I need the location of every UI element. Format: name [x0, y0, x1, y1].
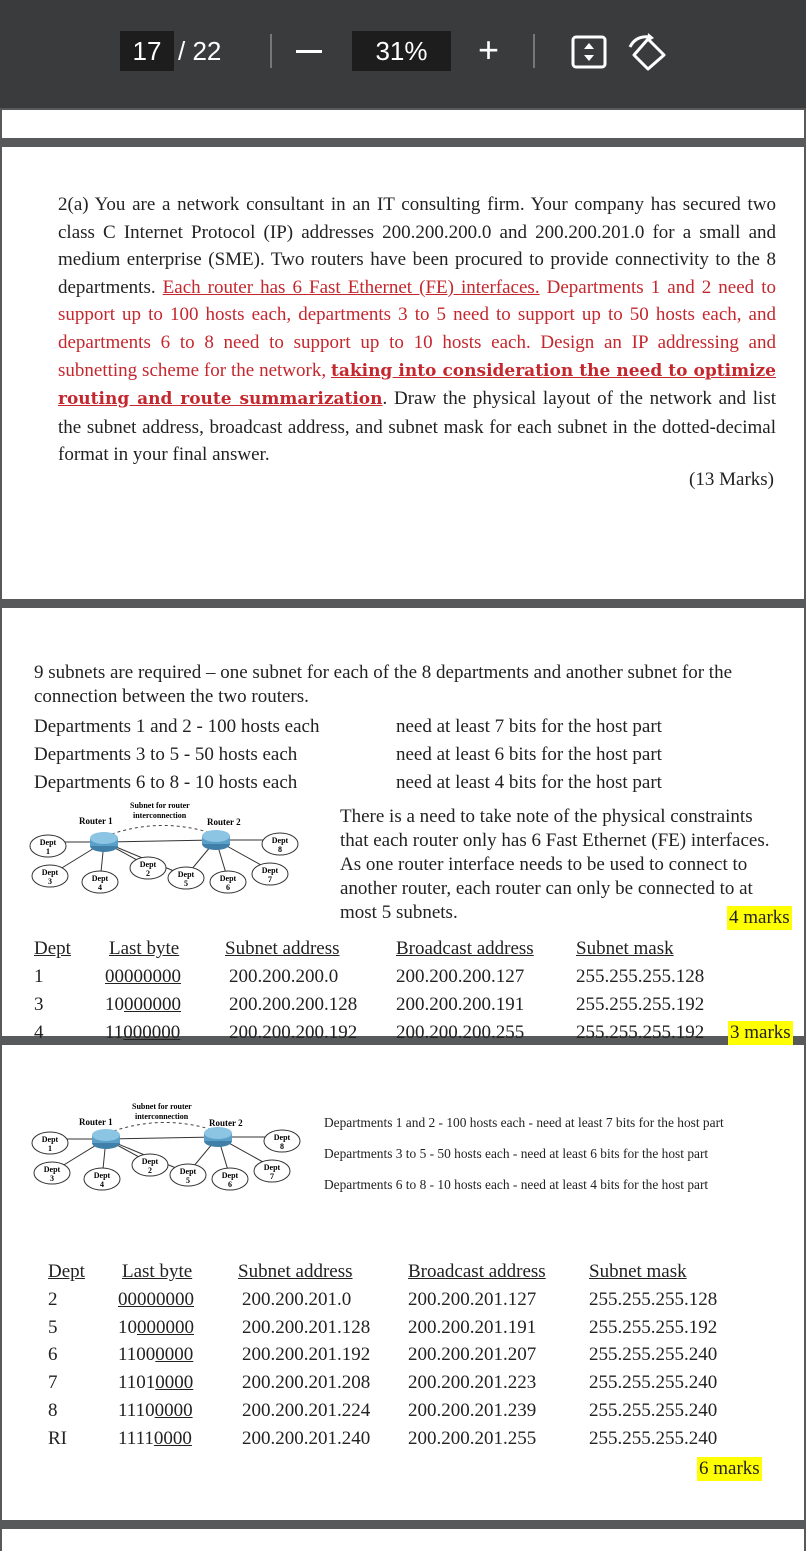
cell-dept: 4	[34, 1022, 44, 1043]
dept-number: 8	[280, 1142, 284, 1151]
question-marks: (13 Marks)	[689, 469, 774, 490]
dept-label: Dept	[221, 1171, 239, 1180]
dept-number: 1	[46, 847, 50, 856]
dept-label: Dept	[43, 1165, 61, 1174]
cell-broadcast: 200.200.200.255	[396, 1022, 525, 1043]
question-text	[58, 191, 776, 469]
cell-dept: 2	[48, 1289, 58, 1310]
cell-broadcast: 200.200.200.191	[396, 994, 525, 1015]
zoom-in-button[interactable]: +	[478, 29, 500, 70]
cell-dept: 7	[48, 1372, 58, 1393]
zoom-input[interactable]: 31%	[352, 31, 451, 71]
cell-last-byte	[105, 965, 181, 989]
cell-broadcast: 200.200.200.127	[396, 966, 525, 987]
last-byte-subnet-bits: 0	[105, 966, 115, 987]
router-icon	[92, 1129, 120, 1149]
col-header-dept: Dept	[48, 1261, 85, 1282]
pdf-page-solution-2	[2, 1045, 804, 1520]
cell-dept: 6	[48, 1344, 58, 1365]
cell-subnet: 200.200.201.208	[242, 1372, 371, 1393]
question-requirements: Departments 1 and 2 need to support up to 100 hosts each, departments 3 to 5 need to support up to 50 hosts each, and departments 6 to 8 need to support up to 10 hosts each. Design an IP addressing and subnetting scheme for the network,	[58, 276, 776, 381]
cell-subnet: 200.200.201.128	[242, 1317, 371, 1338]
dept-number: 4	[98, 883, 102, 892]
dept-number: 6	[228, 1180, 232, 1189]
req-bits: need at least 4 bits for the host part	[396, 772, 662, 793]
cell-dept: 1	[34, 966, 44, 987]
last-byte-subnet-bits: 1100	[118, 1344, 156, 1365]
router-icon	[204, 1127, 232, 1147]
page-number-input[interactable]: 17	[120, 31, 174, 71]
cell-dept: 3	[34, 994, 44, 1015]
cell-subnet: 200.200.200.0	[229, 966, 339, 987]
router-icon	[90, 832, 118, 852]
dept-label: Dept	[273, 1133, 291, 1142]
cell-subnet: 200.200.201.240	[242, 1428, 371, 1449]
question-router-constraint: Each router has 6 Fast Ethernet (FE) interfaces.	[162, 276, 540, 298]
last-byte-subnet-bits: 1111	[118, 1428, 154, 1449]
zoom-out-button[interactable]	[296, 50, 322, 53]
last-byte-subnet-bits: 1101	[118, 1372, 156, 1393]
toolbar-divider	[533, 34, 535, 68]
router-2-label: Router 2	[207, 817, 241, 827]
cell-mask: 255.255.255.192	[576, 1022, 705, 1043]
dept-number: 8	[278, 845, 282, 854]
subnet-label: interconnection	[135, 1112, 189, 1121]
dept-number: 7	[270, 1172, 274, 1181]
dept-label: Dept	[41, 868, 59, 877]
dept-label: Dept	[141, 1157, 159, 1166]
cell-last-byte	[118, 1316, 194, 1340]
cell-broadcast: 200.200.201.207	[408, 1344, 537, 1365]
dept-label: Dept	[271, 836, 289, 845]
dept-label: Dept	[177, 870, 195, 879]
last-byte-host-bits: 0000	[154, 1400, 193, 1421]
cell-mask: 255.255.255.192	[576, 994, 705, 1015]
req-dept: Departments 3 to 5 - 50 hosts each	[34, 744, 298, 765]
req-line: Departments 6 to 8 - 10 hosts each - need at least 4 bits for the host part	[324, 1177, 709, 1192]
cell-last-byte	[118, 1288, 194, 1312]
cell-mask: 255.255.255.128	[589, 1289, 718, 1310]
last-byte-subnet-bits: 11	[105, 1022, 124, 1043]
fit-page-icon[interactable]	[570, 33, 608, 71]
req-dept: Departments 6 to 8 - 10 hosts each	[34, 772, 298, 793]
cell-last-byte	[118, 1427, 192, 1451]
dept-label: Dept	[263, 1163, 281, 1172]
router-link	[108, 1137, 216, 1139]
network-diagram	[24, 802, 314, 902]
col-header-mask: Subnet mask	[576, 938, 674, 959]
toolbar-divider	[270, 34, 272, 68]
cell-mask: 255.255.255.128	[576, 966, 705, 987]
col-header-subnet: Subnet address	[238, 1261, 353, 1282]
last-byte-subnet-bits: 0	[118, 1289, 128, 1310]
dept-label: Dept	[91, 874, 109, 883]
dept-number: 5	[184, 879, 188, 888]
last-byte-subnet-bits: 10	[118, 1317, 137, 1338]
solution-intro: 9 subnets are required – one subnet for each of the 8 departments and another subnet for the connection between the two routers.	[34, 662, 733, 707]
cell-broadcast: 200.200.201.223	[408, 1372, 537, 1393]
dept-label: Dept	[39, 838, 57, 847]
cell-mask: 255.255.255.240	[589, 1372, 718, 1393]
cell-mask: 255.255.255.240	[589, 1428, 718, 1449]
cell-last-byte	[105, 1021, 180, 1045]
last-byte-host-bits: 0000000	[127, 1289, 194, 1310]
col-header-dept: Dept	[34, 938, 71, 959]
marks-badge: 4 marks	[729, 907, 790, 928]
dept-number: 4	[100, 1180, 104, 1189]
dept-number: 1	[48, 1144, 52, 1153]
col-header-mask: Subnet mask	[589, 1261, 687, 1282]
cell-subnet: 200.200.200.192	[229, 1022, 358, 1043]
req-line: Departments 3 to 5 - 50 hosts each - need at least 6 bits for the host part	[324, 1146, 709, 1161]
col-header-broadcast: Broadcast address	[396, 938, 534, 959]
cell-subnet: 200.200.201.0	[242, 1289, 352, 1310]
req-line: Departments 1 and 2 - 100 hosts each - need at least 7 bits for the host part	[324, 1115, 724, 1130]
cell-last-byte	[105, 993, 181, 1017]
dept-number: 6	[226, 883, 230, 892]
router-1-label: Router 1	[79, 816, 113, 826]
subnet-label: Subnet for router	[130, 802, 190, 810]
req-bits: need at least 6 bits for the host part	[396, 744, 662, 765]
dept-label: Dept	[139, 860, 157, 869]
cell-subnet: 200.200.201.192	[242, 1344, 371, 1365]
cell-mask: 255.255.255.192	[589, 1317, 718, 1338]
subnet-label: Subnet for router	[132, 1102, 192, 1111]
req-bits: need at least 7 bits for the host part	[396, 716, 662, 737]
last-byte-host-bits: 000000	[123, 1022, 181, 1043]
dept-number: 3	[50, 1174, 54, 1183]
dept-number: 5	[186, 1176, 190, 1185]
cell-broadcast: 200.200.201.239	[408, 1400, 537, 1421]
last-byte-subnet-bits: 1110	[118, 1400, 155, 1421]
question-emphasis: taking into consideration the need to optimize routing and route summarization	[58, 360, 776, 410]
router-interconnect-link	[106, 825, 214, 836]
last-byte-subnet-bits: 10	[105, 994, 124, 1015]
cell-subnet: 200.200.200.128	[229, 994, 358, 1015]
last-byte-host-bits: 0000	[155, 1344, 194, 1365]
router-icon	[202, 830, 230, 850]
cell-last-byte	[118, 1399, 193, 1423]
col-header-broadcast: Broadcast address	[408, 1261, 546, 1282]
marks-badge: 3 marks	[730, 1022, 791, 1043]
cell-dept: 5	[48, 1317, 58, 1338]
last-byte-host-bits: 000000	[124, 994, 181, 1015]
last-byte-host-bits: 0000000	[114, 966, 181, 987]
dept-number: 2	[146, 869, 150, 878]
cell-dept: RI	[48, 1428, 67, 1449]
pdf-page-solution-1	[2, 608, 804, 1043]
dept-label: Dept	[261, 866, 279, 875]
router-link	[106, 840, 214, 842]
dept-label: Dept	[41, 1135, 59, 1144]
cell-last-byte	[118, 1371, 193, 1395]
dept-label: Dept	[93, 1171, 111, 1180]
router-2-label: Router 2	[209, 1118, 243, 1128]
cell-dept: 8	[48, 1400, 58, 1421]
req-dept: Departments 1 and 2 - 100 hosts each	[34, 716, 320, 737]
dept-number: 7	[268, 875, 272, 884]
dept-label: Dept	[179, 1167, 197, 1176]
subnet-label: interconnection	[133, 811, 187, 820]
last-byte-host-bits: 000000	[137, 1317, 194, 1338]
cell-broadcast: 200.200.201.191	[408, 1317, 537, 1338]
cell-mask: 255.255.255.240	[589, 1400, 718, 1421]
dept-number: 2	[148, 1166, 152, 1175]
pdf-page-previous	[2, 110, 804, 138]
rotate-icon[interactable]	[626, 33, 670, 73]
last-byte-host-bits: 0000	[155, 1372, 194, 1393]
last-byte-host-bits: 0000	[153, 1428, 192, 1449]
pdf-toolbar	[0, 0, 806, 108]
cell-broadcast: 200.200.201.127	[408, 1289, 537, 1310]
question-intro: 2(a) You are a network consultant in an IT consulting firm. Your company has secured two class C Internet Protocol (IP) addresses 200.200.200.0 and 200.200.201.0 for a small and medium enterprise (SME). Two routers have been procured to provide connectivity to the 8 departments.	[58, 194, 776, 298]
question-instructions: . Draw the physical layout of the network and list the subnet address, broadcast address, and subnet mask for each subnet in the dotted-decimal format in your final answer.	[58, 388, 777, 466]
cell-mask: 255.255.255.240	[589, 1344, 718, 1365]
marks-badge: 6 marks	[699, 1458, 760, 1479]
cell-subnet: 200.200.201.224	[242, 1400, 371, 1421]
col-header-last-byte: Last byte	[109, 938, 180, 959]
cell-last-byte	[118, 1343, 193, 1367]
network-diagram	[26, 1099, 316, 1199]
constraint-note: There is a need to take note of the physical constraints that each router only has 6 Fast Ethernet (FE) interfaces. As one router interface needs to be used to connect to another router, each router can only be connected to at most 5 subnets.	[340, 806, 770, 923]
router-interconnect-link	[108, 1122, 216, 1133]
page-total: / 22	[178, 36, 222, 66]
router-1-label: Router 1	[79, 1117, 113, 1127]
pdf-page-next	[2, 1529, 804, 1551]
col-header-last-byte: Last byte	[122, 1261, 193, 1282]
pdf-page-question	[2, 147, 804, 599]
dept-label: Dept	[219, 874, 237, 883]
dept-number: 3	[48, 877, 52, 886]
cell-broadcast: 200.200.201.255	[408, 1428, 537, 1449]
col-header-subnet: Subnet address	[225, 938, 340, 959]
